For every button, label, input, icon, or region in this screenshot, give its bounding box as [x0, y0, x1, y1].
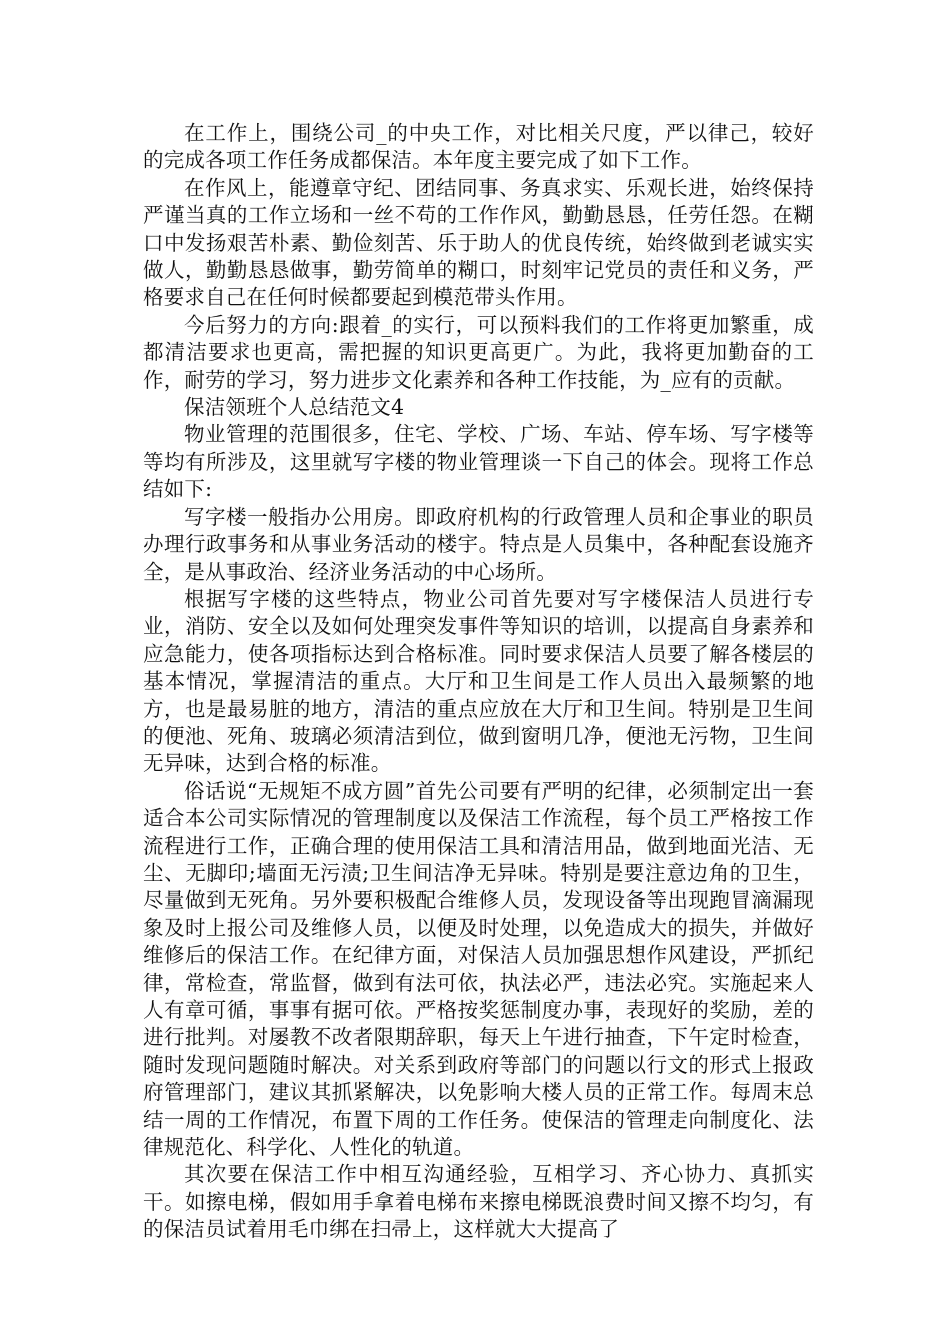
paragraph-style: 在作风上，能遵章守纪、团结同事、务真求实、乐观长进，始终保持严谨当真的工作立场和一丝不苟的工作作风，勤勤恳恳，任劳任怨。在糊口中发扬艰苦朴素、勤俭刻苦、乐于助人的优良传统，始终做到老诚实实做人，勤勤恳恳做事，勤劳简单的糊口，时刻牢记党员的责任和义务，严格要求自己在任何时候都要起到模范带头作用。	[143, 175, 814, 310]
paragraph-discipline: 俗话说“无规矩不成方圆”首先公司要有严明的纪律，必须制定出一套适合本公司实际情况的管理制度以及保洁工作流程，每个员工严格按工作流程进行工作，正确合理的使用保洁工具和清洁用品，做到地面光洁、无尘、无脚印;墙面无污渍;卫生间洁净无异味。特别是要注意边角的卫生，尽量做到无死角。另外要积极配合维修人员，发现设备等出现跑冒滴漏现象及时上报公司及维修人员，以便及时处理，以免造成大的损失，并做好维修后的保洁工作。在纪律方面，对保洁人员加强思想作风建设，严抓纪律，常检查，常监督，做到有法可依，执法必严，违法必究。实施起来人人有章可循，事事有据可依。严格按奖惩制度办事，表现好的奖励，差的进行批判。对屡教不改者限期辞职，每天上午进行抽查，下午定时检查，随时发现问题随时解决。对关系到政府等部门的问题以行文的形式上报政府管理部门，建议其抓紧解决，以免影响大楼人员的正常工作。每周末总结一周的工作情况，布置下周的工作任务。使保洁的管理走向制度化、法律规范化、科学化、人性化的轨道。	[143, 778, 814, 1160]
paragraph-scope: 物业管理的范围很多，住宅、学校、广场、车站、停车场、写字楼等等均有所涉及，这里就写字楼的物业管理谈一下自己的体会。现将工作总结如下:	[143, 422, 814, 502]
paragraph-training: 根据写字楼的这些特点，物业公司首先要对写字楼保洁人员进行专业，消防、安全以及如何处理突发事件等知识的培训，以提高自身素养和应急能力，使各项指标达到合格标准。同时要求保洁人员要了解各楼层的基本情况，掌握清洁的重点。大厅和卫生间是工作人员出入最频繁的地方，也是最易脏的地方，清洁的重点应放在大厅和卫生间。特别是卫生间的便池、死角、玻璃必须清洁到位，做到窗明几净，便池无污物，卫生间无异味，达到合格的标准。	[143, 586, 814, 776]
paragraph-work: 在工作上，围绕公司_的中央工作，对比相关尺度，严以律己，较好的完成各项工作任务成都保洁。本年度主要完成了如下工作。	[143, 121, 814, 173]
section-title: 保洁领班个人总结范文4	[184, 395, 405, 420]
document-body	[143, 120, 814, 1244]
paragraph-future: 今后努力的方向:跟着_的实行，可以预料我们的工作将更加繁重，成都清洁要求也更高，需把握的知识更高更广。为此，我将更加勤奋的工作，耐劳的学习，努力进步文化素养和各种工作技能，为_应有的贡献。	[143, 312, 814, 392]
paragraph-office-definition: 写字楼一般指办公用房。即政府机构的行政管理人员和企事业的职员办理行政事务和从事业务活动的楼宇。特点是人员集中，各种配套设施齐全，是从事政治、经济业务活动的中心场所。	[143, 504, 814, 584]
paragraph-communication: 其次要在保洁工作中相互沟通经验，互相学习、齐心协力、真抓实干。如擦电梯，假如用手拿着电梯布来擦电梯既浪费时间又擦不均匀，有的保洁员试着用毛巾绑在扫帚上，这样就大大提高了	[143, 1162, 814, 1242]
